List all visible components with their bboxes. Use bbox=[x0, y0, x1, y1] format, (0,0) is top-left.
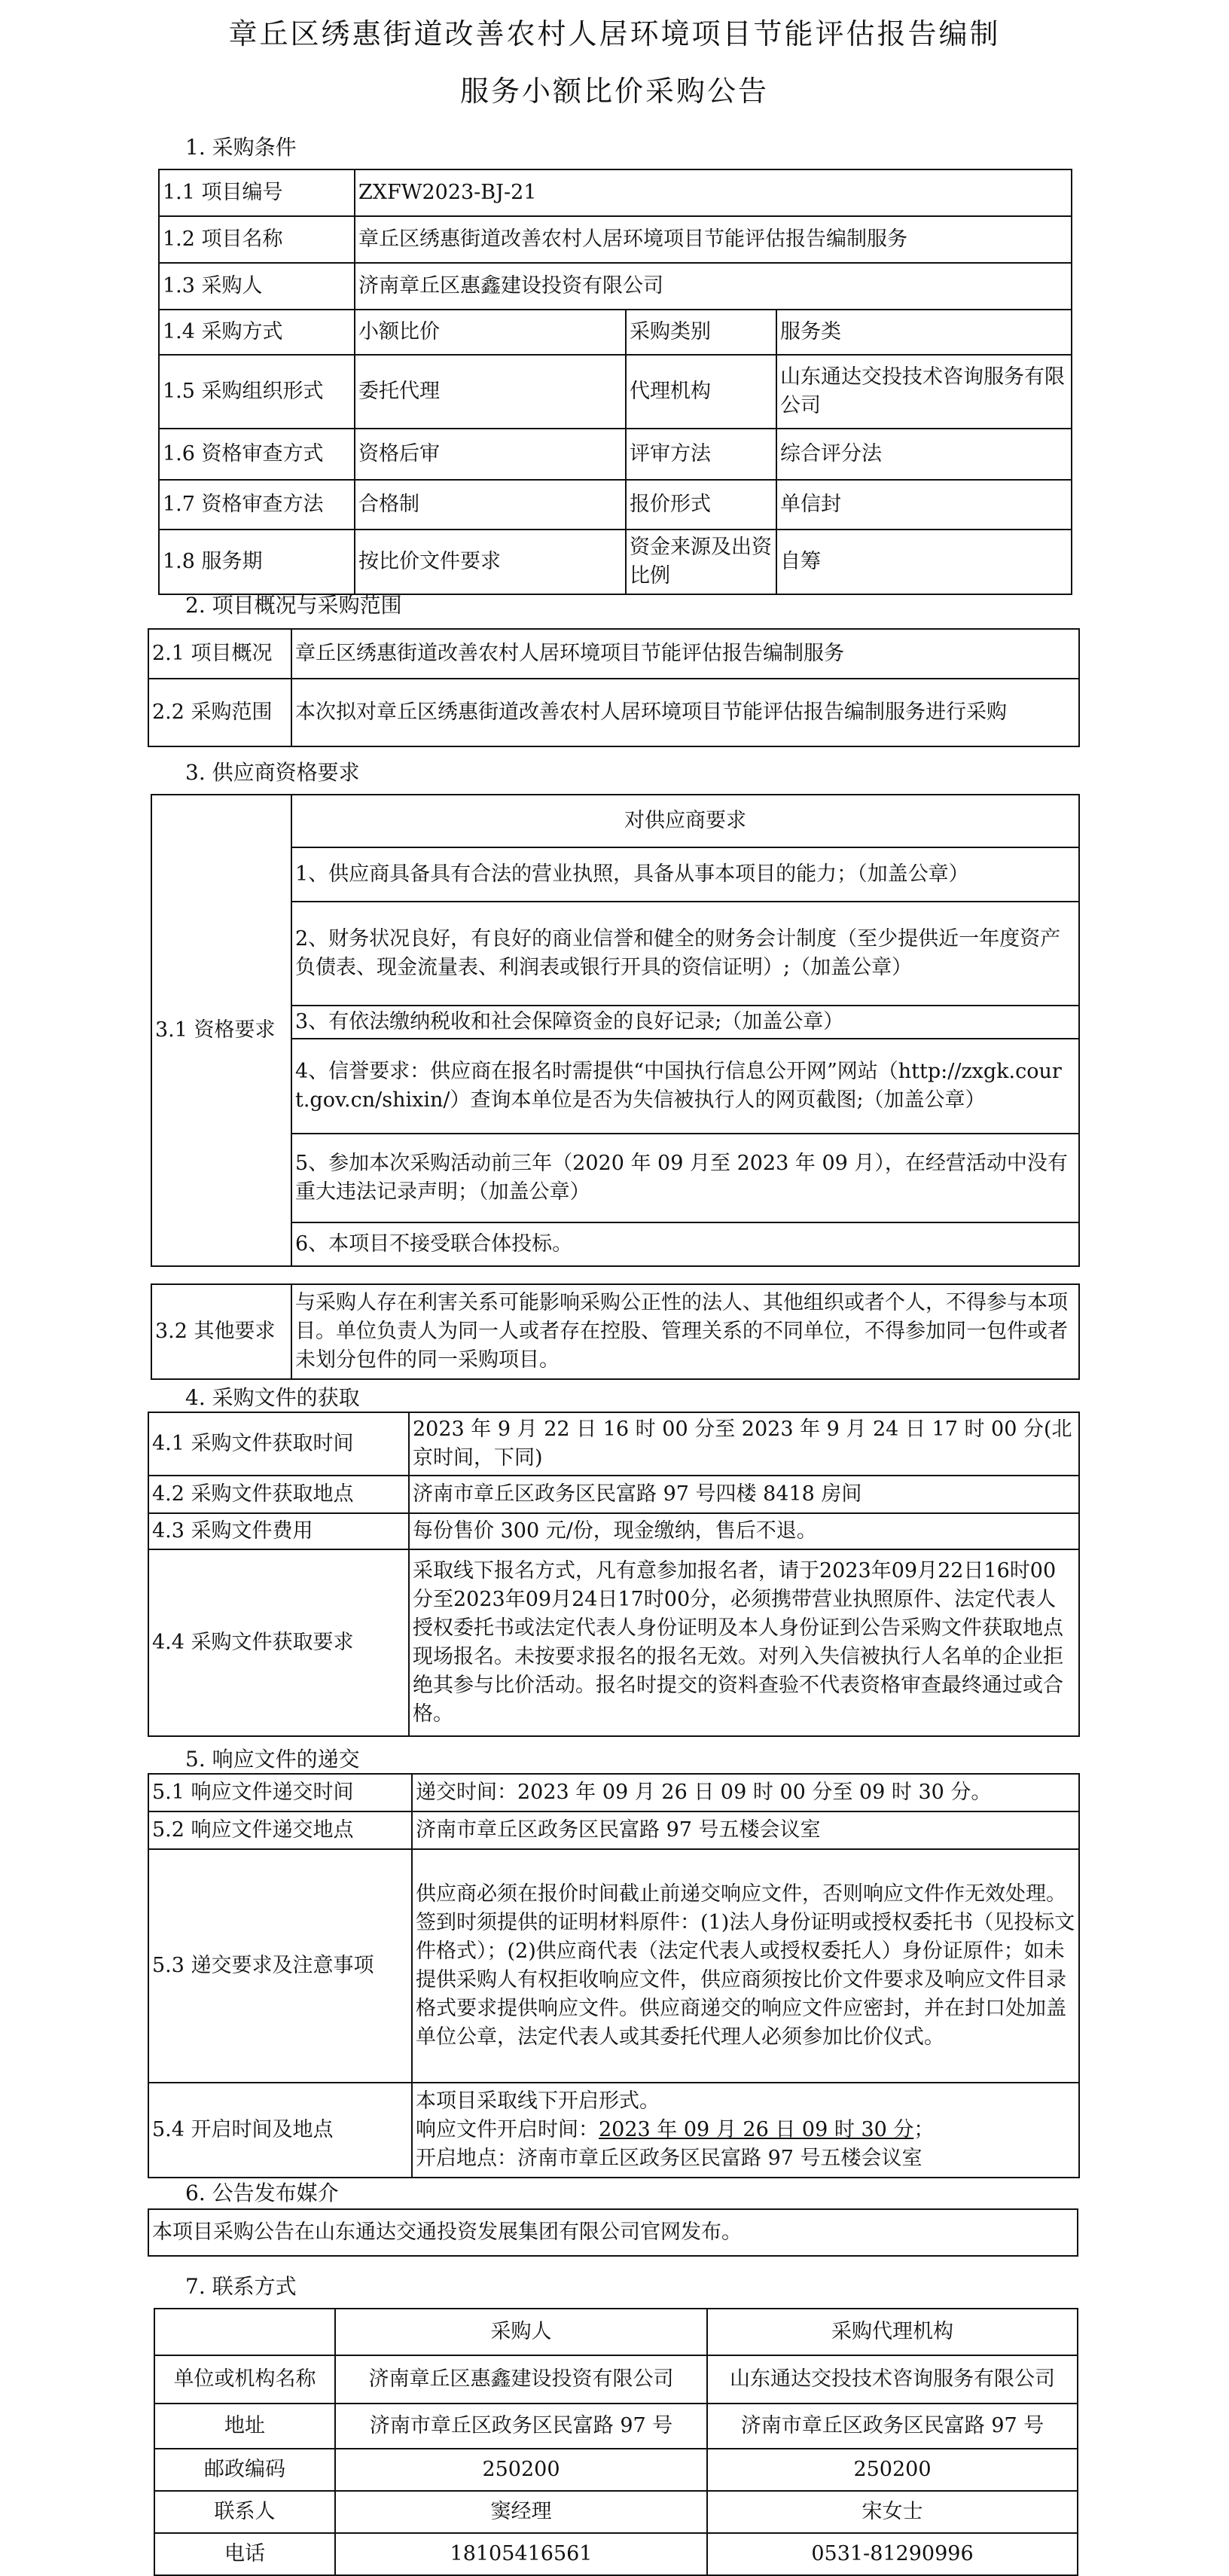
field-label: 1.7 资格审查方法 bbox=[159, 480, 355, 530]
field-label: 资金来源及出资比例 bbox=[626, 530, 776, 594]
requirement-item: 1、供应商具备具有合法的营业执照，具备从事本项目的能力；（加盖公章） bbox=[291, 847, 1079, 902]
table-row bbox=[148, 1513, 1079, 1549]
table-row bbox=[148, 1476, 1079, 1513]
field-label: 评审方法 bbox=[626, 429, 776, 480]
field-value: 本次拟对章丘区绣惠街道改善农村人居环境项目节能评估报告编制服务进行采购 bbox=[291, 679, 1079, 746]
table-row bbox=[151, 1284, 1079, 1379]
field-label: 报价形式 bbox=[626, 480, 776, 530]
purchaser-value: 济南章丘区惠鑫建设投资有限公司 bbox=[335, 2355, 707, 2404]
requirement-item: 5、参加本次采购活动前三年（2020 年 09 月至 2023 年 09 月），在经营活动中没有重大违法记录声明；（加盖公章） bbox=[291, 1134, 1079, 1222]
page-title-line1: 章丘区绣惠街道改善农村人居环境项目节能评估报告编制 bbox=[228, 17, 1001, 50]
requirement-item: 3、有依法缴纳税收和社会保障资金的良好记录;（加盖公章） bbox=[291, 1006, 1079, 1039]
project-overview-table bbox=[148, 628, 1080, 747]
field-value: 小额比价 bbox=[355, 310, 626, 355]
opening-details bbox=[412, 2083, 1079, 2178]
field-label: 2.2 采购范围 bbox=[148, 679, 291, 746]
opening-mode: 本项目采取线下开启形式。 bbox=[416, 2089, 660, 2113]
purchaser-value: 济南市章丘区政务区民富路 97 号 bbox=[335, 2404, 707, 2449]
field-label: 4.4 采购文件获取要求 bbox=[148, 1549, 409, 1736]
field-label: 地址 bbox=[154, 2404, 335, 2449]
table-row bbox=[148, 2209, 1078, 2256]
field-value: 递交时间：2023 年 09 月 26 日 09 时 00 分至 09 时 30 分。 bbox=[412, 1774, 1079, 1811]
field-value: 每份售价 300 元/份，现金缴纳，售后不退。 bbox=[409, 1513, 1079, 1549]
table-row bbox=[148, 1849, 1079, 2083]
field-value: 合格制 bbox=[355, 480, 626, 530]
field-label: 4.1 采购文件获取时间 bbox=[148, 1412, 409, 1476]
field-value: 按比价文件要求 bbox=[355, 530, 626, 594]
agency-value: 济南市章丘区政务区民富路 97 号 bbox=[707, 2404, 1078, 2449]
field-value: 山东通达交投技术咨询服务有限公司 bbox=[776, 355, 1072, 429]
field-label: 单位或机构名称 bbox=[154, 2355, 335, 2404]
table-row bbox=[148, 1774, 1079, 1811]
table-row bbox=[154, 2533, 1078, 2575]
field-label: 4.3 采购文件费用 bbox=[148, 1513, 409, 1549]
field-label: 联系人 bbox=[154, 2491, 335, 2533]
response-submission-table bbox=[148, 1773, 1080, 2178]
table-row bbox=[154, 2491, 1078, 2533]
purchaser: 济南章丘区惠鑫建设投资有限公司 bbox=[355, 263, 1072, 310]
section-3-heading: 3. 供应商资格要求 bbox=[185, 760, 360, 785]
table-row bbox=[159, 263, 1072, 310]
requirements-header: 对供应商要求 bbox=[291, 795, 1079, 847]
table-row bbox=[154, 2404, 1078, 2449]
field-value: 自筹 bbox=[776, 530, 1072, 594]
table-row bbox=[154, 2355, 1078, 2404]
field-label: 3.2 其他要求 bbox=[151, 1284, 291, 1379]
table-row bbox=[159, 169, 1072, 216]
section-1-heading: 1. 采购条件 bbox=[185, 135, 297, 160]
field-label: 代理机构 bbox=[626, 355, 776, 429]
field-label: 5.1 响应文件递交时间 bbox=[148, 1774, 412, 1811]
field-label: 1.6 资格审查方式 bbox=[159, 429, 355, 480]
field-label: 1.1 项目编号 bbox=[159, 169, 355, 216]
column-header: 采购代理机构 bbox=[707, 2309, 1078, 2355]
field-label: 1.4 采购方式 bbox=[159, 310, 355, 355]
field-value: 服务类 bbox=[776, 310, 1072, 355]
column-header: 采购人 bbox=[335, 2309, 707, 2355]
purchaser-value: 250200 bbox=[335, 2449, 707, 2491]
requirement-item: 4、信誉要求：供应商在报名时需提供“中国执行信息公开网”网站（http://zxgk.court.gov.cn/shixin/）查询本单位是否为失信被执行人的网页截图;（加盖公章） bbox=[291, 1039, 1079, 1134]
table-row bbox=[151, 795, 1079, 847]
field-value: 委托代理 bbox=[355, 355, 626, 429]
field-value: 采取线下报名方式，凡有意参加报名者，请于2023年09月22日16时00分至2023年09月24日17时00分，必须携带营业执照原件、法定代表人授权委托书或法定代表人身份证明及本人身份证到公告采购文件获取地点现场报名。未按要求报名的报名无效。对列入失信被执行人名单的企业拒绝其参与比价活动。报名时提交的资料查验不代表资格审查最终通过或合格。 bbox=[409, 1549, 1079, 1736]
field-value: 章丘区绣惠街道改善农村人居环境项目节能评估报告编制服务 bbox=[291, 629, 1079, 679]
opening-time: 响应文件开启时间：2023 年 09 月 26 日 09 时 30 分； bbox=[416, 2118, 935, 2141]
project-number: ZXFW2023-BJ-21 bbox=[355, 169, 1072, 216]
table-row bbox=[154, 2449, 1078, 2491]
requirement-item: 2、财务状况良好，有良好的商业信誉和健全的财务会计制度（至少提供近一年度资产负债表、现金流量表、利润表或银行开具的资信证明）;（加盖公章） bbox=[291, 902, 1079, 1006]
section-6-heading: 6. 公告发布媒介 bbox=[185, 2181, 339, 2205]
table-row bbox=[148, 1549, 1079, 1736]
table-row bbox=[148, 2083, 1079, 2178]
table-row bbox=[159, 310, 1072, 355]
field-label: 5.2 响应文件递交地点 bbox=[148, 1811, 412, 1849]
field-value: 与采购人存在利害关系可能影响采购公正性的法人、其他组织或者个人，不得参与本项目。单位负责人为同一人或者存在控股、管理关系的不同单位，不得参加同一包件或者未划分包件的同一采购项目。 bbox=[291, 1284, 1079, 1379]
table-row bbox=[159, 480, 1072, 530]
field-value: 资格后审 bbox=[355, 429, 626, 480]
field-value: 济南市章丘区政务区民富路 97 号四楼 8418 房间 bbox=[409, 1476, 1079, 1513]
project-name: 章丘区绣惠街道改善农村人居环境项目节能评估报告编制服务 bbox=[355, 216, 1072, 263]
contact-table bbox=[154, 2308, 1078, 2576]
field-label: 5.3 递交要求及注意事项 bbox=[148, 1849, 412, 2083]
page-title-line2: 服务小额比价采购公告 bbox=[459, 75, 769, 108]
field-label: 1.8 服务期 bbox=[159, 530, 355, 594]
field-label: 电话 bbox=[154, 2533, 335, 2575]
table-row bbox=[154, 2309, 1078, 2355]
media-table bbox=[148, 2208, 1078, 2257]
field-label: 3.1 资格要求 bbox=[151, 795, 291, 1266]
field-value: 2023 年 9 月 22 日 16 时 00 分至 2023 年 9 月 24 日 17 时 00 分(北京时间，下同) bbox=[409, 1412, 1079, 1476]
table-row bbox=[148, 1412, 1079, 1476]
section-4-heading: 4. 采购文件的获取 bbox=[185, 1385, 360, 1410]
field-value: 济南市章丘区政务区民富路 97 号五楼会议室 bbox=[412, 1811, 1079, 1849]
field-label: 4.2 采购文件获取地点 bbox=[148, 1476, 409, 1513]
opening-location: 开启地点：济南市章丘区政务区民富路 97 号五楼会议室 bbox=[416, 2147, 923, 2170]
section-7-heading: 7. 联系方式 bbox=[185, 2274, 297, 2299]
agency-value: 山东通达交投技术咨询服务有限公司 bbox=[707, 2355, 1078, 2404]
table-row bbox=[159, 355, 1072, 429]
requirement-item: 6、本项目不接受联合体投标。 bbox=[291, 1222, 1079, 1266]
section-2-heading: 2. 项目概况与采购范围 bbox=[185, 593, 402, 618]
table-row bbox=[148, 679, 1079, 746]
field-value: 单信封 bbox=[776, 480, 1072, 530]
table-row bbox=[159, 429, 1072, 480]
field-value: 供应商必须在报价时间截止前递交响应文件，否则响应文件作无效处理。签到时须提供的证明材料原件：(1)法人身份证明或授权委托书（见投标文件格式）；(2)供应商代表（法定代表人或授权委托人）身份证原件；如未提供采购人有权拒收响应文件，供应商须按比价文件要求及响应文件目录格式要求提供响应文件。供应商递交的响应文件应密封，并在封口处加盖单位公章，法定代表人或其委托代理人必须参加比价仪式。 bbox=[412, 1849, 1079, 2083]
table-row bbox=[159, 530, 1072, 594]
table-row bbox=[159, 216, 1072, 263]
document-acquisition-table bbox=[148, 1412, 1080, 1737]
qualification-requirements-table bbox=[151, 794, 1080, 1267]
table-row bbox=[148, 1811, 1079, 1849]
publication-media: 本项目采购公告在山东通达交通投资发展集团有限公司官网发布。 bbox=[148, 2209, 1078, 2256]
purchaser-value: 窦经理 bbox=[335, 2491, 707, 2533]
field-label: 1.3 采购人 bbox=[159, 263, 355, 310]
field-label: 2.1 项目概况 bbox=[148, 629, 291, 679]
section-5-heading: 5. 响应文件的递交 bbox=[185, 1747, 360, 1772]
table-row bbox=[148, 629, 1079, 679]
purchaser-value: 18105416561 bbox=[335, 2533, 707, 2575]
field-label: 1.5 采购组织形式 bbox=[159, 355, 355, 429]
agency-value: 宋女士 bbox=[707, 2491, 1078, 2533]
field-value: 综合评分法 bbox=[776, 429, 1072, 480]
agency-value: 250200 bbox=[707, 2449, 1078, 2491]
agency-value: 0531-81290996 bbox=[707, 2533, 1078, 2575]
field-label: 采购类别 bbox=[626, 310, 776, 355]
field-label: 5.4 开启时间及地点 bbox=[148, 2083, 412, 2178]
field-label: 邮政编码 bbox=[154, 2449, 335, 2491]
field-label: 1.2 项目名称 bbox=[159, 216, 355, 263]
procurement-conditions-table bbox=[158, 169, 1072, 595]
other-requirements-table bbox=[151, 1283, 1080, 1380]
